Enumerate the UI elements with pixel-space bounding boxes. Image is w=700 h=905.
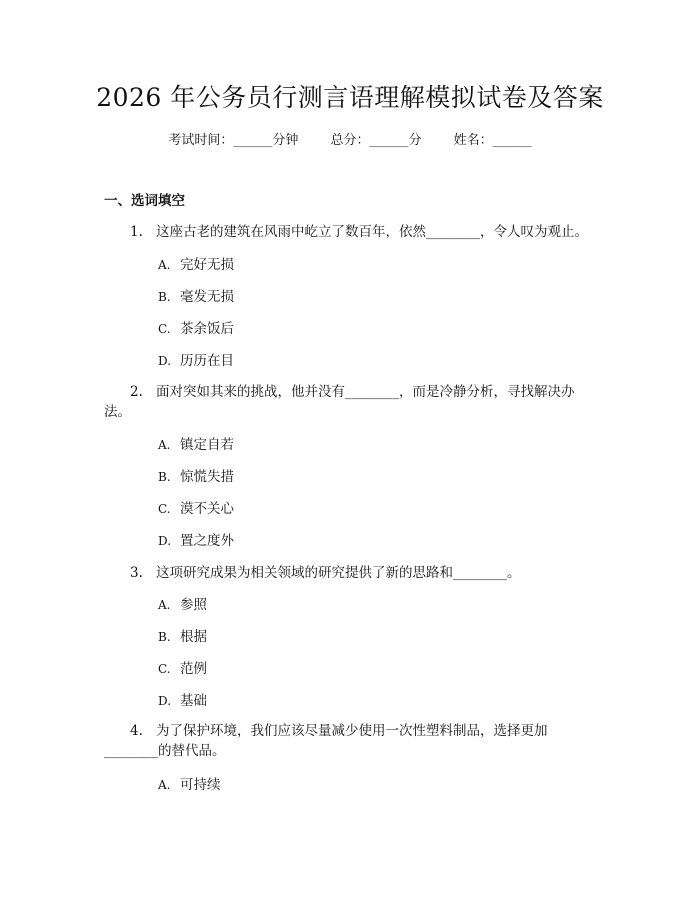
option-letter: B. bbox=[158, 470, 171, 484]
option-letter: A. bbox=[158, 258, 171, 272]
option-letter: C. bbox=[158, 322, 171, 336]
option-3a bbox=[158, 596, 207, 614]
option-letter: C. bbox=[158, 662, 171, 676]
option-1b bbox=[158, 288, 234, 306]
option-letter: A. bbox=[158, 598, 171, 612]
total-score-field: 总分：______分 bbox=[330, 133, 422, 148]
question-number: 1. bbox=[130, 224, 143, 240]
option-letter: A. bbox=[158, 778, 171, 792]
question-number: 4. bbox=[130, 723, 143, 739]
option-letter: D. bbox=[158, 694, 172, 708]
question-text: 为了保护环境，我们应该尽量减少使用一次性塑料制品，选择更加________的替代品。 bbox=[104, 723, 548, 759]
option-3d bbox=[158, 692, 207, 710]
option-letter: B. bbox=[158, 630, 171, 644]
option-letter: D. bbox=[158, 534, 172, 548]
option-letter: B. bbox=[158, 290, 171, 304]
option-3c bbox=[158, 660, 207, 678]
name-field: 姓名：______ bbox=[453, 133, 532, 148]
exam-meta bbox=[0, 132, 700, 150]
option-text: 茶余饭后 bbox=[180, 321, 234, 337]
option-text: 惊慌失措 bbox=[180, 469, 234, 485]
question-text: 面对突如其来的挑战，他并没有________，而是冷静分析，寻找解决办法。 bbox=[104, 384, 575, 420]
option-letter: A. bbox=[158, 438, 171, 452]
question-3 bbox=[104, 563, 594, 583]
option-text: 漠不关心 bbox=[180, 501, 234, 517]
option-text: 基础 bbox=[180, 693, 207, 709]
option-4a bbox=[158, 776, 221, 794]
question-4 bbox=[104, 721, 594, 761]
question-number: 2. bbox=[130, 384, 143, 400]
option-text: 参照 bbox=[180, 597, 207, 613]
option-text: 根据 bbox=[180, 629, 207, 645]
option-2c bbox=[158, 500, 234, 518]
exam-time-field: 考试时间：______分钟 bbox=[168, 133, 299, 148]
option-text: 完好无损 bbox=[180, 257, 234, 273]
section-title: 一、选词填空 bbox=[104, 193, 185, 209]
question-text: 这座古老的建筑在风雨中屹立了数百年，依然________，令人叹为观止。 bbox=[156, 224, 588, 240]
question-2 bbox=[104, 382, 594, 422]
option-1c bbox=[158, 320, 234, 338]
option-text: 毫发无损 bbox=[180, 289, 234, 305]
option-1a bbox=[158, 256, 234, 274]
option-letter: C. bbox=[158, 502, 171, 516]
option-text: 历历在目 bbox=[180, 353, 234, 369]
option-2a bbox=[158, 436, 234, 454]
question-1 bbox=[104, 222, 594, 242]
question-number: 3. bbox=[130, 565, 143, 581]
option-1d bbox=[158, 352, 234, 370]
option-text: 范例 bbox=[180, 661, 207, 677]
option-3b bbox=[158, 628, 207, 646]
option-text: 镇定自若 bbox=[180, 437, 234, 453]
page-title: 2026 年公务员行测言语理解模拟试卷及答案 bbox=[96, 83, 604, 112]
option-2b bbox=[158, 468, 234, 486]
option-text: 可持续 bbox=[180, 777, 221, 793]
option-letter: D. bbox=[158, 354, 172, 368]
option-text: 置之度外 bbox=[180, 533, 234, 549]
option-2d bbox=[158, 532, 234, 550]
question-text: 这项研究成果为相关领域的研究提供了新的思路和________。 bbox=[156, 565, 521, 581]
